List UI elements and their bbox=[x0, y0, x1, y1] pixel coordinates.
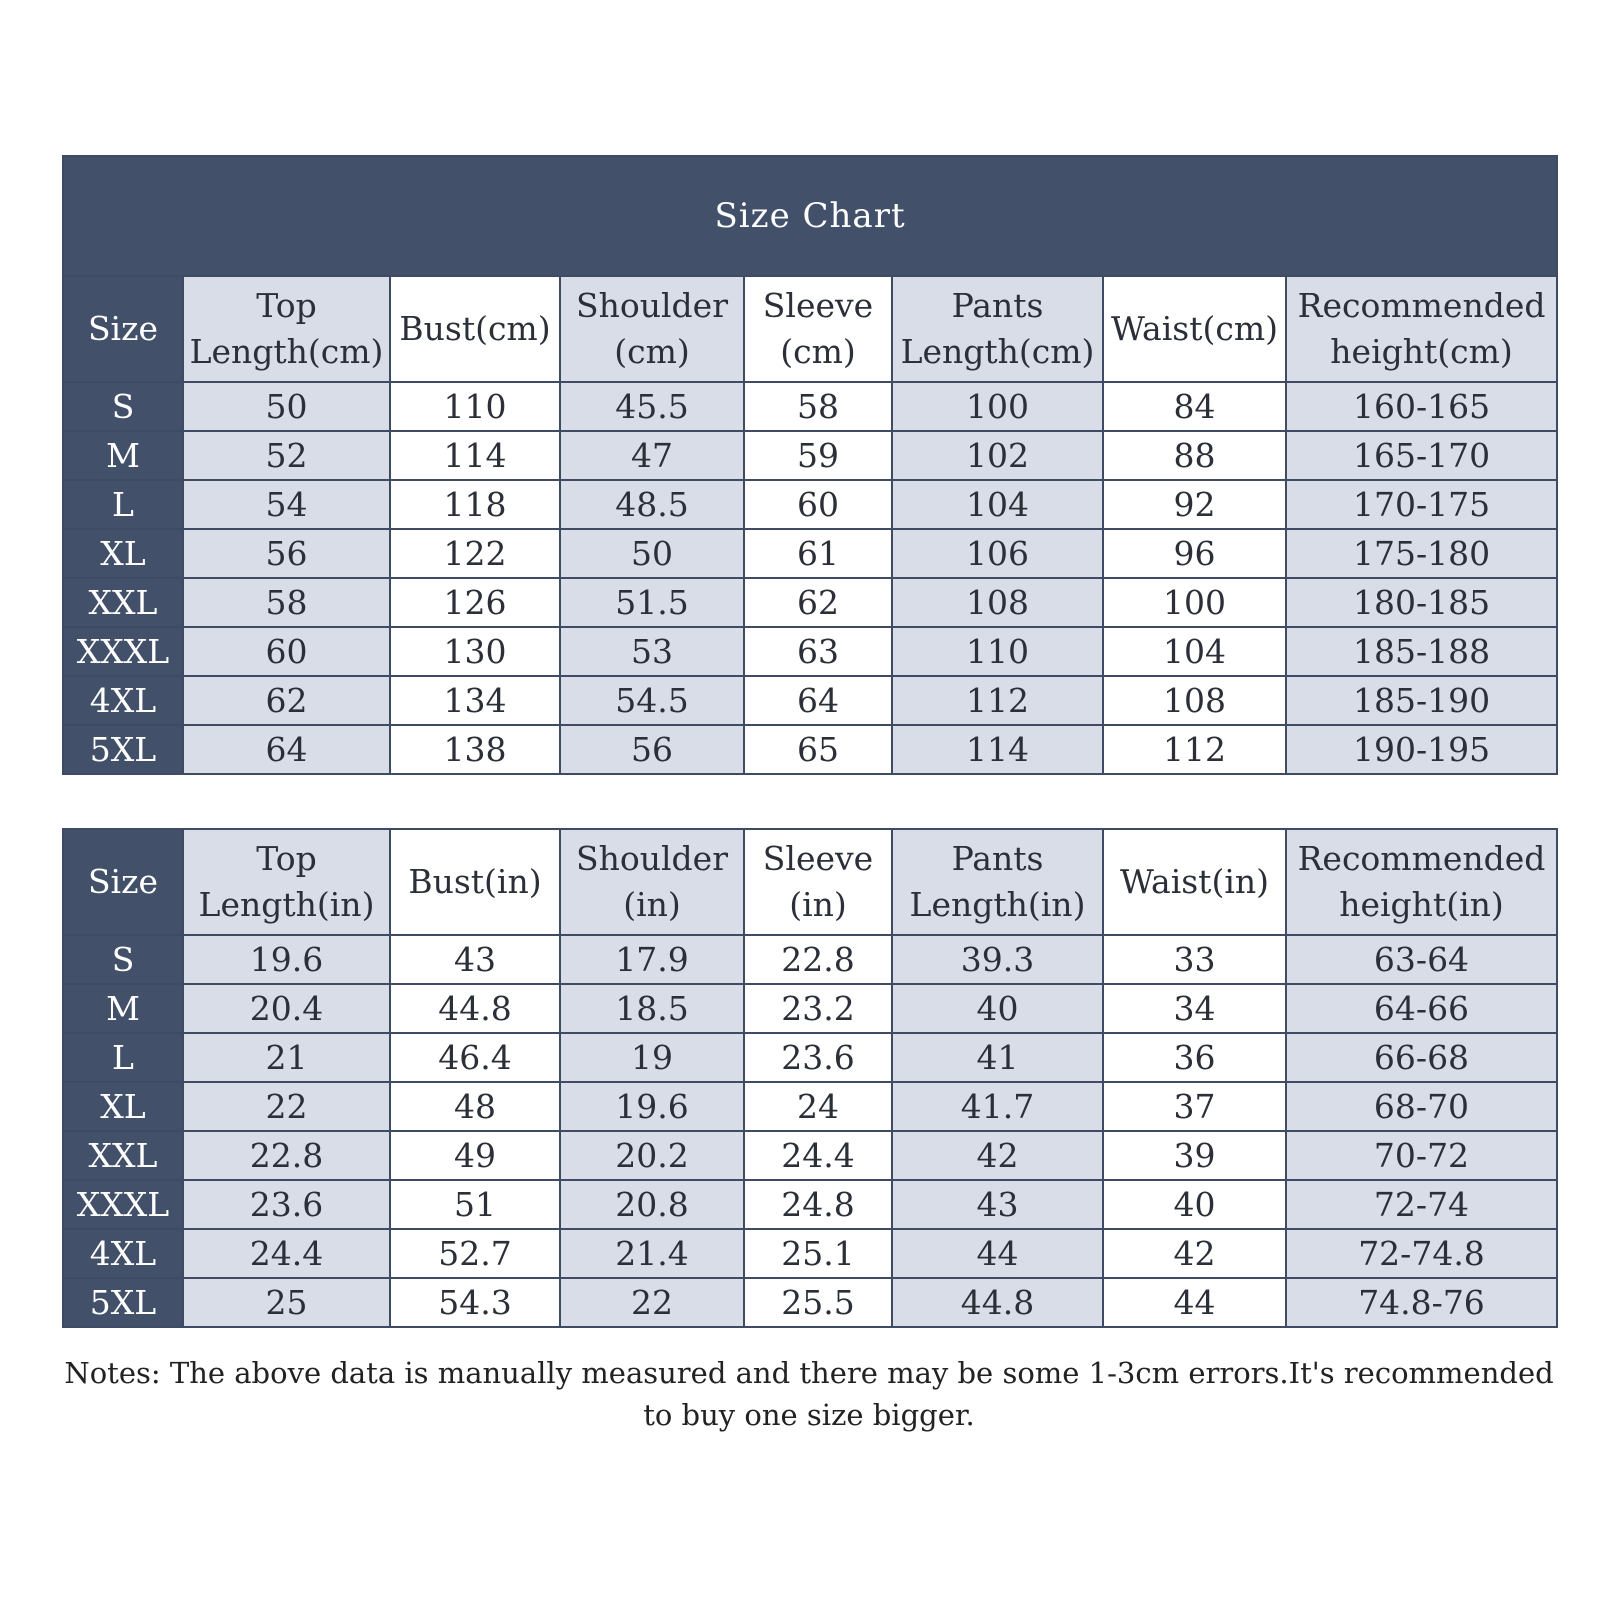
cell-pants-length: 42 bbox=[892, 1131, 1103, 1180]
cell-top-length: 54 bbox=[183, 480, 390, 529]
cell-pants-length: 100 bbox=[892, 382, 1103, 431]
header-row bbox=[63, 276, 1557, 382]
header-top-length: Top Length(in) bbox=[183, 829, 390, 935]
cell-shoulder: 17.9 bbox=[560, 935, 744, 984]
header-sleeve: Sleeve (in) bbox=[744, 829, 892, 935]
header-pants-length: Pants Length(cm) bbox=[892, 276, 1103, 382]
cell-recommended-height: 180-185 bbox=[1286, 578, 1557, 627]
cell-shoulder: 18.5 bbox=[560, 984, 744, 1033]
cell-pants-length: 112 bbox=[892, 676, 1103, 725]
cell-bust: 126 bbox=[390, 578, 560, 627]
cell-top-length: 56 bbox=[183, 529, 390, 578]
cell-bust: 130 bbox=[390, 627, 560, 676]
cell-pants-length: 106 bbox=[892, 529, 1103, 578]
cell-sleeve: 65 bbox=[744, 725, 892, 774]
table-row bbox=[63, 1278, 1557, 1327]
cell-pants-length: 41.7 bbox=[892, 1082, 1103, 1131]
cell-recommended-height: 185-190 bbox=[1286, 676, 1557, 725]
cell-shoulder: 47 bbox=[560, 431, 744, 480]
header-size: Size bbox=[63, 276, 183, 382]
cell-bust: 43 bbox=[390, 935, 560, 984]
size-chart-in-table bbox=[62, 828, 1558, 1328]
cell-waist: 96 bbox=[1103, 529, 1286, 578]
cell-size: XXL bbox=[63, 578, 183, 627]
cell-recommended-height: 63-64 bbox=[1286, 935, 1557, 984]
cell-size: XXXL bbox=[63, 627, 183, 676]
cell-sleeve: 25.5 bbox=[744, 1278, 892, 1327]
cell-recommended-height: 170-175 bbox=[1286, 480, 1557, 529]
cell-waist: 44 bbox=[1103, 1278, 1286, 1327]
cell-recommended-height: 190-195 bbox=[1286, 725, 1557, 774]
table-row bbox=[63, 725, 1557, 774]
cell-recommended-height: 72-74 bbox=[1286, 1180, 1557, 1229]
cell-waist: 100 bbox=[1103, 578, 1286, 627]
cell-sleeve: 63 bbox=[744, 627, 892, 676]
table-row bbox=[63, 1082, 1557, 1131]
cell-size: M bbox=[63, 431, 183, 480]
cell-shoulder: 21.4 bbox=[560, 1229, 744, 1278]
cell-sleeve: 59 bbox=[744, 431, 892, 480]
header-shoulder: Shoulder (in) bbox=[560, 829, 744, 935]
cell-sleeve: 25.1 bbox=[744, 1229, 892, 1278]
cell-top-length: 20.4 bbox=[183, 984, 390, 1033]
table-row bbox=[63, 1229, 1557, 1278]
cell-sleeve: 58 bbox=[744, 382, 892, 431]
cell-size: XXL bbox=[63, 1131, 183, 1180]
cell-recommended-height: 74.8-76 bbox=[1286, 1278, 1557, 1327]
cell-bust: 44.8 bbox=[390, 984, 560, 1033]
cell-recommended-height: 175-180 bbox=[1286, 529, 1557, 578]
cell-pants-length: 102 bbox=[892, 431, 1103, 480]
header-waist: Waist(in) bbox=[1103, 829, 1286, 935]
cell-sleeve: 61 bbox=[744, 529, 892, 578]
cell-top-length: 58 bbox=[183, 578, 390, 627]
cell-waist: 84 bbox=[1103, 382, 1286, 431]
cell-size: L bbox=[63, 480, 183, 529]
header-size: Size bbox=[63, 829, 183, 935]
cell-waist: 112 bbox=[1103, 725, 1286, 774]
cell-bust: 49 bbox=[390, 1131, 560, 1180]
cell-top-length: 52 bbox=[183, 431, 390, 480]
cell-bust: 54.3 bbox=[390, 1278, 560, 1327]
chart-title: Size Chart bbox=[63, 156, 1557, 276]
cell-shoulder: 53 bbox=[560, 627, 744, 676]
cell-pants-length: 108 bbox=[892, 578, 1103, 627]
cell-size: 5XL bbox=[63, 725, 183, 774]
table-row bbox=[63, 529, 1557, 578]
cell-top-length: 62 bbox=[183, 676, 390, 725]
cell-shoulder: 22 bbox=[560, 1278, 744, 1327]
table-row bbox=[63, 1033, 1557, 1082]
header-top-length: Top Length(cm) bbox=[183, 276, 390, 382]
cell-sleeve: 60 bbox=[744, 480, 892, 529]
cell-sleeve: 23.2 bbox=[744, 984, 892, 1033]
cell-shoulder: 20.8 bbox=[560, 1180, 744, 1229]
cell-bust: 138 bbox=[390, 725, 560, 774]
table-row bbox=[63, 676, 1557, 725]
cell-bust: 48 bbox=[390, 1082, 560, 1131]
cell-shoulder: 20.2 bbox=[560, 1131, 744, 1180]
cell-waist: 34 bbox=[1103, 984, 1286, 1033]
cell-top-length: 19.6 bbox=[183, 935, 390, 984]
cell-top-length: 25 bbox=[183, 1278, 390, 1327]
header-bust: Bust(cm) bbox=[390, 276, 560, 382]
cell-waist: 40 bbox=[1103, 1180, 1286, 1229]
cell-pants-length: 114 bbox=[892, 725, 1103, 774]
cell-pants-length: 40 bbox=[892, 984, 1103, 1033]
cell-recommended-height: 68-70 bbox=[1286, 1082, 1557, 1131]
cell-pants-length: 44 bbox=[892, 1229, 1103, 1278]
table-row bbox=[63, 1180, 1557, 1229]
table-body bbox=[63, 935, 1557, 1327]
cell-sleeve: 24 bbox=[744, 1082, 892, 1131]
table-row bbox=[63, 480, 1557, 529]
cell-shoulder: 56 bbox=[560, 725, 744, 774]
cell-waist: 104 bbox=[1103, 627, 1286, 676]
cell-recommended-height: 70-72 bbox=[1286, 1131, 1557, 1180]
header-sleeve: Sleeve (cm) bbox=[744, 276, 892, 382]
cell-top-length: 64 bbox=[183, 725, 390, 774]
table-row bbox=[63, 431, 1557, 480]
cell-shoulder: 19 bbox=[560, 1033, 744, 1082]
cell-pants-length: 44.8 bbox=[892, 1278, 1103, 1327]
cell-size: 4XL bbox=[63, 676, 183, 725]
cell-shoulder: 50 bbox=[560, 529, 744, 578]
cell-waist: 33 bbox=[1103, 935, 1286, 984]
table-row bbox=[63, 578, 1557, 627]
cell-bust: 110 bbox=[390, 382, 560, 431]
cell-waist: 108 bbox=[1103, 676, 1286, 725]
table-row bbox=[63, 984, 1557, 1033]
cell-sleeve: 62 bbox=[744, 578, 892, 627]
cell-size: XL bbox=[63, 1082, 183, 1131]
header-waist: Waist(cm) bbox=[1103, 276, 1286, 382]
cell-pants-length: 110 bbox=[892, 627, 1103, 676]
cell-size: 5XL bbox=[63, 1278, 183, 1327]
notes-text: Notes: The above data is manually measured and there may be some 1-3cm errors.It's recommended to buy one size bigger. bbox=[64, 1356, 1554, 1432]
cell-waist: 42 bbox=[1103, 1229, 1286, 1278]
cell-sleeve: 64 bbox=[744, 676, 892, 725]
cell-recommended-height: 66-68 bbox=[1286, 1033, 1557, 1082]
header-recommended-height: Recommended height(in) bbox=[1286, 829, 1557, 935]
cell-waist: 39 bbox=[1103, 1131, 1286, 1180]
cell-bust: 114 bbox=[390, 431, 560, 480]
cell-bust: 52.7 bbox=[390, 1229, 560, 1278]
cell-waist: 92 bbox=[1103, 480, 1286, 529]
cell-sleeve: 24.8 bbox=[744, 1180, 892, 1229]
cell-waist: 36 bbox=[1103, 1033, 1286, 1082]
cell-sleeve: 24.4 bbox=[744, 1131, 892, 1180]
cell-pants-length: 39.3 bbox=[892, 935, 1103, 984]
cell-size: S bbox=[63, 382, 183, 431]
cell-shoulder: 51.5 bbox=[560, 578, 744, 627]
cell-bust: 122 bbox=[390, 529, 560, 578]
cell-size: XXXL bbox=[63, 1180, 183, 1229]
cell-size: 4XL bbox=[63, 1229, 183, 1278]
cell-shoulder: 54.5 bbox=[560, 676, 744, 725]
header-row bbox=[63, 829, 1557, 935]
cell-size: M bbox=[63, 984, 183, 1033]
cell-top-length: 50 bbox=[183, 382, 390, 431]
cell-waist: 88 bbox=[1103, 431, 1286, 480]
table-row bbox=[63, 382, 1557, 431]
cell-pants-length: 43 bbox=[892, 1180, 1103, 1229]
cell-recommended-height: 72-74.8 bbox=[1286, 1229, 1557, 1278]
cell-shoulder: 45.5 bbox=[560, 382, 744, 431]
cell-size: XL bbox=[63, 529, 183, 578]
header-shoulder: Shoulder (cm) bbox=[560, 276, 744, 382]
cell-top-length: 22.8 bbox=[183, 1131, 390, 1180]
cell-recommended-height: 185-188 bbox=[1286, 627, 1557, 676]
cell-bust: 118 bbox=[390, 480, 560, 529]
cell-recommended-height: 64-66 bbox=[1286, 984, 1557, 1033]
cell-bust: 46.4 bbox=[390, 1033, 560, 1082]
cell-bust: 51 bbox=[390, 1180, 560, 1229]
cell-top-length: 22 bbox=[183, 1082, 390, 1131]
cell-waist: 37 bbox=[1103, 1082, 1286, 1131]
cell-top-length: 21 bbox=[183, 1033, 390, 1082]
cell-recommended-height: 165-170 bbox=[1286, 431, 1557, 480]
header-recommended-height: Recommended height(cm) bbox=[1286, 276, 1557, 382]
cell-top-length: 23.6 bbox=[183, 1180, 390, 1229]
header-bust: Bust(in) bbox=[390, 829, 560, 935]
table-row bbox=[63, 1131, 1557, 1180]
cell-bust: 134 bbox=[390, 676, 560, 725]
cell-pants-length: 104 bbox=[892, 480, 1103, 529]
cell-top-length: 60 bbox=[183, 627, 390, 676]
cell-top-length: 24.4 bbox=[183, 1229, 390, 1278]
cell-shoulder: 19.6 bbox=[560, 1082, 744, 1131]
table-row bbox=[63, 627, 1557, 676]
cell-sleeve: 22.8 bbox=[744, 935, 892, 984]
cell-pants-length: 41 bbox=[892, 1033, 1103, 1082]
cell-sleeve: 23.6 bbox=[744, 1033, 892, 1082]
cell-size: S bbox=[63, 935, 183, 984]
size-chart-cm-table bbox=[62, 155, 1558, 775]
cell-shoulder: 48.5 bbox=[560, 480, 744, 529]
table-row bbox=[63, 935, 1557, 984]
table-body bbox=[63, 382, 1557, 774]
cell-recommended-height: 160-165 bbox=[1286, 382, 1557, 431]
cell-size: L bbox=[63, 1033, 183, 1082]
header-pants-length: Pants Length(in) bbox=[892, 829, 1103, 935]
